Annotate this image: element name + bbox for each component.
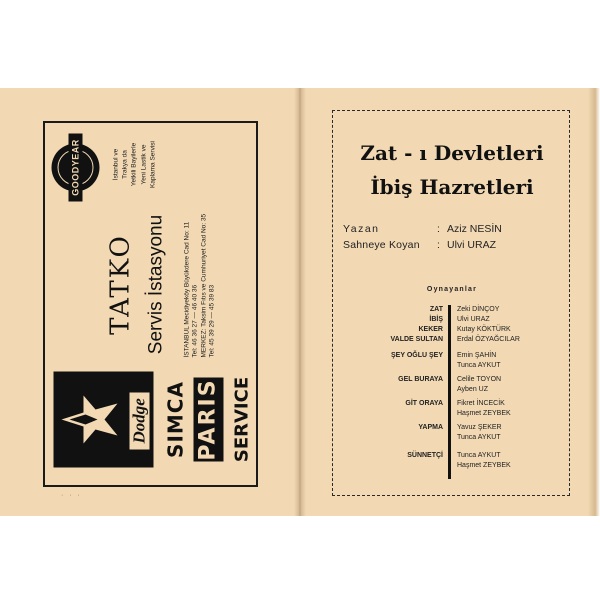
play-title-line-2: İbiş Hazretleri: [370, 175, 534, 199]
actor-name: Tunca AYKUT: [457, 434, 501, 441]
goodyear-logo: [52, 139, 100, 196]
brand-column: [54, 372, 254, 468]
credit-separator: :: [437, 239, 440, 251]
cast-actors: [457, 451, 511, 471]
character-name: KEKER: [418, 326, 443, 333]
advertisement-box: [43, 121, 258, 487]
character-name: SÜNNETÇİ: [407, 452, 443, 459]
goodyear-text: [112, 128, 158, 202]
credit-row: [343, 239, 563, 255]
dodge-pentastar-logo: [54, 372, 132, 468]
character-name: GEL BURAYA: [398, 376, 443, 383]
actor-name: Celile TOYON: [457, 376, 502, 383]
credit-role: Yazan: [343, 223, 380, 235]
dodge-text: Dodge: [130, 392, 150, 449]
cast-actors: [457, 423, 502, 443]
cast-list: [333, 305, 571, 485]
page-edge: [588, 88, 600, 516]
credit-name: Ulvi URAZ: [447, 239, 496, 251]
cast-characters: [391, 351, 443, 361]
address-line: İSTANBUL Mecidiyeköy Büyükdere Cad No: 11: [183, 221, 191, 358]
dodge-label: [128, 372, 154, 468]
character-name: ZAT: [429, 306, 443, 313]
actor-name: Haşmet ZEYBEK: [457, 410, 511, 417]
character-name: VALDE SULTAN: [390, 336, 443, 343]
actor-name: Yavuz ŞEKER: [457, 424, 502, 431]
character-name: YAPMA: [418, 424, 443, 431]
character-name: İBİŞ: [429, 316, 443, 323]
credit-name: Aziz NESİN: [447, 223, 502, 235]
goodyear-column: [46, 128, 261, 210]
goodyear-line: Yeni Lastik ve: [140, 144, 148, 185]
service-label: SERVICE: [231, 376, 253, 463]
cast-characters: [407, 451, 443, 461]
left-page: [0, 88, 300, 516]
address-line: MERKEZ: Taksim Fıtıs ve Cumhuriyet Cad No: 35: [200, 213, 208, 358]
actor-name: Kutay KÖKTÜRK: [457, 326, 511, 333]
goodyear-line: İstanbul ve: [112, 148, 120, 181]
credit-separator: :: [437, 223, 440, 235]
actor-name: Ulvi URAZ: [457, 316, 490, 323]
cast-characters: [398, 375, 443, 385]
credits: [343, 223, 563, 255]
actor-name: Fikret İNCECİK: [457, 400, 505, 407]
cast-actors: [457, 305, 520, 345]
decorative-dots: · · ·: [61, 492, 82, 499]
actor-name: Zeki DİNÇOY: [457, 306, 500, 313]
cast-characters: [405, 399, 443, 409]
actor-name: Tunca AYKUT: [457, 362, 501, 369]
goodyear-line: Yetkili Bayilerle: [130, 142, 138, 187]
cast-actors: [457, 351, 501, 371]
company-column: [46, 210, 261, 360]
actor-name: Emin ŞAHİN: [457, 352, 497, 359]
character-name: ŞEY OĞLU ŞEY: [391, 352, 443, 359]
company-name: TATKO: [105, 234, 136, 335]
goodyear-line: Trakya da: [121, 150, 129, 179]
advertisement-rotated: [46, 128, 261, 478]
actor-name: Erdal ÖZYAĞCILAR: [457, 336, 520, 343]
paris-label: PARIS: [194, 378, 224, 462]
cast-actors: [457, 399, 511, 419]
company-subtitle: Servis İstasyonu: [145, 214, 167, 355]
address-line: Tel: 46 36 27 — 46 40 36: [191, 284, 199, 358]
character-name: GİT ORAYA: [405, 400, 443, 407]
actor-name: Haşmet ZEYBEK: [457, 462, 511, 469]
play-title-line-1: Zat - ı Devletleri: [360, 141, 544, 165]
goodyear-line: Kaplama Servisi: [149, 141, 157, 188]
simca-label: SIMCA: [163, 381, 188, 458]
pentastar-icon: [60, 394, 122, 446]
cast-heading: Oynayanlar: [426, 286, 478, 293]
actor-name: Tunca AYKUT: [457, 452, 501, 459]
address-block: [184, 208, 218, 358]
credit-row: [343, 223, 563, 239]
program-frame: [332, 110, 570, 496]
cast-actors: [457, 375, 501, 395]
cast-characters: [391, 305, 444, 345]
book-gutter: [294, 88, 306, 516]
cast-characters: [418, 423, 443, 433]
actor-name: Ayben UZ: [457, 386, 488, 393]
cast-divider: [448, 305, 451, 479]
address-line: Tel: 45 39 29 — 45 39 83: [208, 284, 216, 358]
credit-role: Sahneye Koyan: [343, 239, 420, 251]
goodyear-logo-text: GOODYEAR: [69, 134, 83, 202]
